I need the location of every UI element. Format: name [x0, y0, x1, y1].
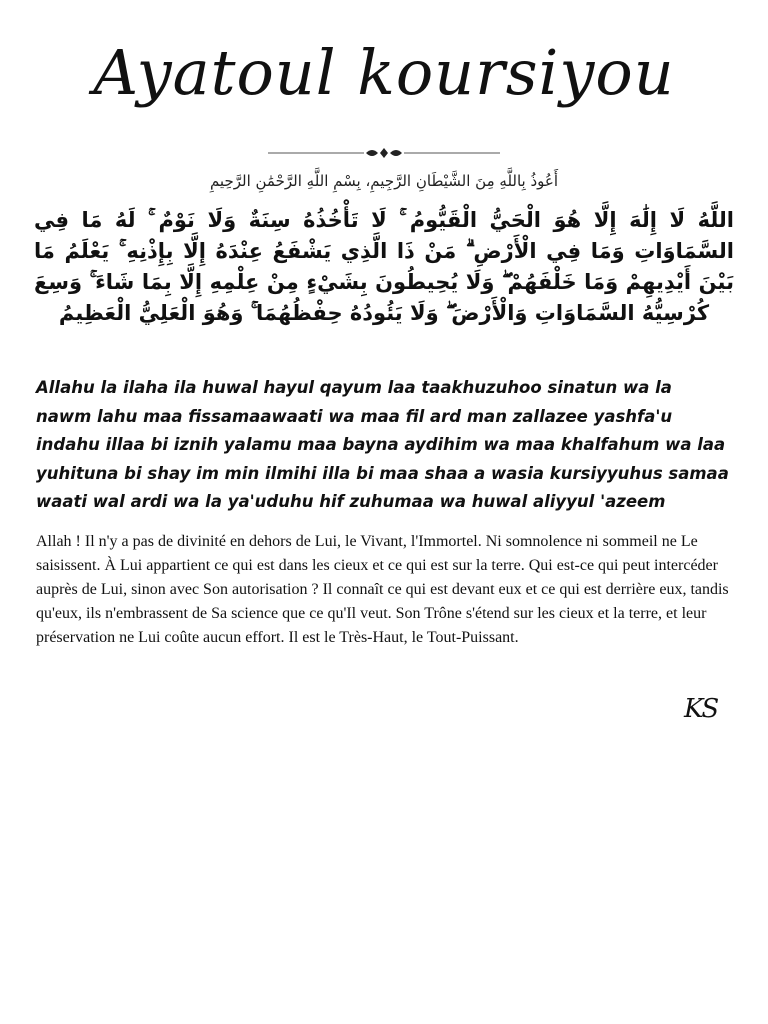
signature: KS [684, 694, 718, 724]
french-translation-text: Allah ! Il n'y a pas de divinité en dehors de Lui, le Vivant, l'Immortel. Ni somnolence ni sommeil ne Le saisissent. À Lui appartient ce qui est dans les cieux et ce qui est sur la terre. Qui est-ce qui peut intercéder auprès de Lui, sinon avec Son autorisation ? Il connaît ce qui est devant eux et ce qui est derrière eux, tandis qu'eux, ils n'embrassent de Sa science que ce qu'Il veut. Son Trône s'étend sur les cieux et la terre, et leur préservation ne Lui coûte aucun effort. Il est le Très-Haut, le Tout-Puissant. [36, 533, 729, 646]
isti-adha-text: أَعُوذُ بِاللَّهِ مِنَ الشَّيْطَانِ الرَّجِيمِ، بِسْمِ اللَّهِ الرَّحْمَٰنِ الرَّحِيمِ [209, 172, 559, 190]
transliteration-text: Allahu la ilaha ila huwal hayul qayum laa taakhuzuhoo sinatun wa la nawm lahu maa fissamaawaati wa maa fil ard man zallazee yashfa'u indahu illaa bi iznih yalamu maa bayna aydihim wa maa khalfahum wa laa yuhituna bi shay im min ilmihi illa bi maa shaa a wasia kursiyyuhus samaa waati wal ardi wa la ya'uduhu hif zuhumaa wa huwal aliyyul 'azeem [36, 378, 729, 512]
ayat-arabic-text: اللَّهُ لَا إِلَٰهَ إِلَّا هُوَ الْحَيُّ الْقَيُّومُ ۚ لَا تَأْخُذُهُ سِنَةٌ وَلَا نَوْمٌ ۚ لَهُ مَا فِي السَّمَاوَاتِ وَمَا فِي الْأَرْضِ ۗ مَنْ ذَا الَّذِي يَشْفَعُ عِنْدَهُ إِلَّا بِإِذْنِهِ ۚ يَعْلَمُ مَا بَيْنَ أَيْدِيهِمْ وَمَا خَلْفَهُمْ ۖ وَلَا يُحِيطُونَ بِشَيْءٍ مِنْ عِلْمِهِ إِلَّا بِمَا شَاءَ ۚ وَسِعَ كُرْسِيُّهُ السَّمَاوَاتِ وَالْأَرْضَ ۖ وَلَا يَئُودُهُ حِفْظُهُمَا ۚ وَهُوَ الْعَلِيُّ الْعَظِيمُ [34, 208, 734, 325]
page-title: Ayatoul koursiyou [93, 36, 675, 109]
ornamental-divider-icon [268, 146, 500, 160]
